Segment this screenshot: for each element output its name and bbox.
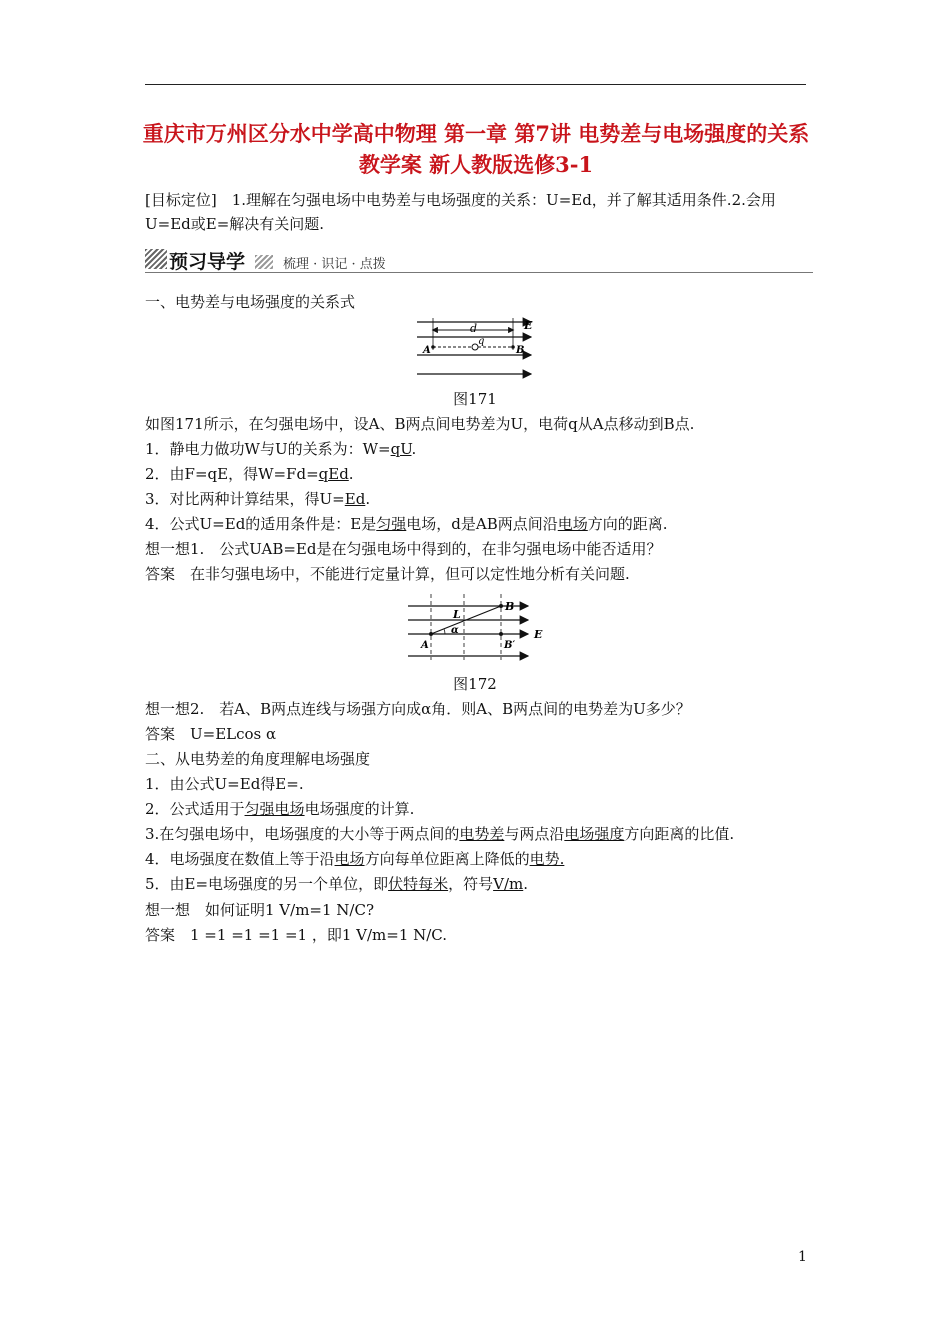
point-a [429,632,433,636]
figure-171-caption: 图171 [453,390,497,408]
answer-blank: 电势差 [459,825,505,843]
point-a [431,345,435,349]
stripe-decoration-small [255,255,273,269]
point-b [511,345,515,349]
answer-blank: Ed [344,490,366,508]
answer-blank: qU [390,440,412,458]
s1-item4: 4．公式U=Ed的适用条件是：E是匀强电场，d是AB两点间沿电场方向的距离. [145,515,668,533]
label-b-prime: B′ [504,640,516,651]
think1-answer: 答案 在非匀强电场中，不能进行定量计算，但可以定性地分析有关问题. [145,565,630,583]
goal-text: 1.理解在匀强电场中电势差与电场强度的关系：U=Ed，并了解其适用条件.2.会用U=Ed或E=解决有关问题. [145,191,776,233]
answer-blank: 匀强电场 [244,800,305,818]
s2-item5: 5．由E=电场强度的另一个单位，即伏特每米，符号V/m. [145,875,529,893]
label-l: L [453,608,461,621]
label-d: d [470,322,478,335]
label-e: E [534,628,543,641]
s2-item1: 1．由公式U=Ed得E=. [145,775,304,793]
figure-171 [415,312,540,384]
s1-item3: 3．对比两种计算结果，得U=Ed. [145,490,371,508]
section-banner [145,247,813,273]
section1-heading: 一、电势差与电场强度的关系式 [145,293,356,311]
document-title: 重庆市万州区分水中学高中物理 第一章 第7讲 电势差与电场强度的关系教学案 新人教版选修3-1 [142,121,810,177]
point-b [499,604,503,608]
point-b-prime [499,632,503,636]
intro-paragraph: 如图171所示，在匀强电场中，设A、B两点间电势差为U，电荷q从A点移动到B点. [145,415,695,433]
s2-item2: 2．公式适用于匀强电场电场强度的计算. [145,800,415,818]
answer-blank: 伏特每米 [388,875,449,893]
think2-answer: 答案 U=ELcos α [145,725,277,743]
goal-label: [目标定位] [145,191,217,209]
label-q: q [478,336,485,347]
goal-paragraph [145,188,815,236]
stripe-decoration [145,249,167,269]
label-e: E [524,319,533,332]
label-b: B [505,600,515,613]
answer-blank: V/m [493,875,524,893]
figure-172-caption: 图172 [453,675,497,693]
think2-question: 想一想2. 若A、B两点连线与场强方向成α角．则A、B两点间的电势差为U多少？ [145,700,691,718]
think3-answer: 答案 1 =1 =1 =1 =1 ，即1 V/m=1 N/C. [145,926,448,944]
answer-blank: qEd [318,465,349,483]
s2-item4: 4．电场强度在数值上等于沿电场方向每单位距离上降低的电势. [145,850,565,868]
answer-blank: 匀强 [376,515,407,533]
answer-blank: 电场 [334,850,365,868]
banner-rule [145,272,813,273]
answer-blank: 电场强度 [564,825,625,843]
section2-heading: 二、从电势差的角度理解电场强度 [145,750,371,768]
angle-arc [444,629,445,634]
banner-title: 预习导学 [169,251,246,273]
label-a: A [423,345,431,356]
s2-item3: 3.在匀强电场中，电场强度的大小等于两点间的电势差与两点沿电场强度方向距离的比值. [145,825,735,843]
s1-item1: 1．静电力做功W与U的关系为：W=qU. [145,440,417,458]
think3-question: 想一想 如何证明1 V/m=1 N/C? [145,901,374,919]
page-number: 1 [798,1249,807,1265]
s1-item2: 2．由F=qE，得W=Fd=qEd. [145,465,354,483]
header-rule [145,84,806,85]
think1-question: 想一想1. 公式UAB=Ed是在匀强电场中得到的，在非匀强电场中能否适用？ [145,540,662,558]
figure-172 [405,592,550,662]
answer-blank: 电势. [529,850,565,868]
label-a: A [421,640,429,651]
answer-blank: 电场 [557,515,588,533]
banner-subtitle: 梳理 · 识记 · 点拨 [283,257,386,272]
label-b: B [516,345,525,356]
label-alpha: α [451,625,459,636]
